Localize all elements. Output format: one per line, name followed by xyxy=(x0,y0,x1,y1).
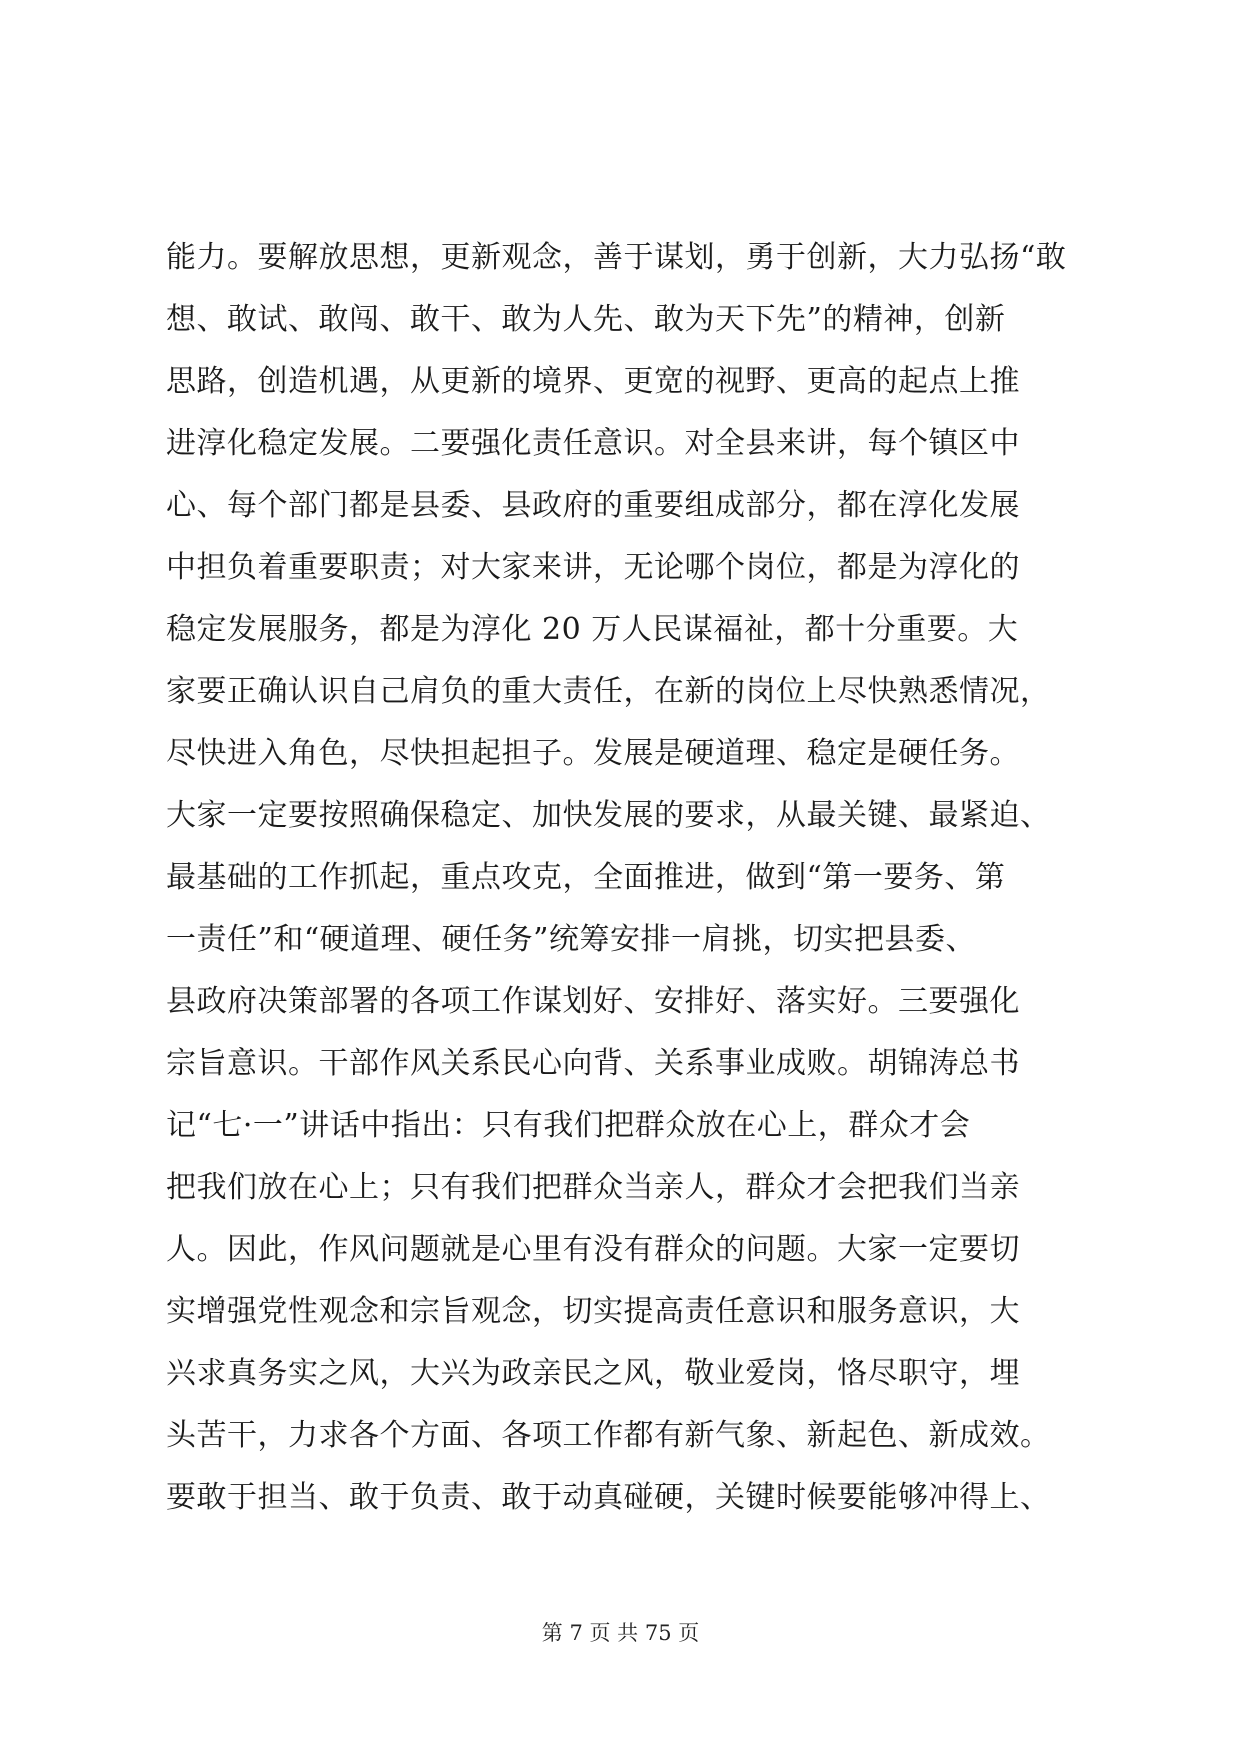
text-line: 中担负着重要职责；对大家来讲，无论哪个岗位，都是为淳化的 xyxy=(166,550,1020,585)
text-line: 一责任”和“硬道理、硬任务”统筹安排一肩挑，切实把县委、 xyxy=(166,922,977,957)
text-line: 人。因此，作风问题就是心里有没有群众的问题。大家一定要切 xyxy=(166,1232,1020,1267)
text-line: 进淳化稳定发展。二要强化责任意识。对全县来讲，每个镇区中 xyxy=(166,426,1020,461)
page-number-footer: 第 7 页 共 75 页 xyxy=(541,1621,700,1645)
text-line: 稳定发展服务，都是为淳化 20 万人民谋福祉，都十分重要。大 xyxy=(166,612,1019,647)
text-line: 心、每个部门都是县委、县政府的重要组成部分，都在淳化发展 xyxy=(166,488,1020,523)
text-line: 大家一定要按照确保稳定、加快发展的要求，从最关键、最紧迫、 xyxy=(166,798,1051,833)
text-line: 实增强党性观念和宗旨观念，切实提高责任意识和服务意识，大 xyxy=(166,1294,1020,1329)
text-line: 家要正确认识自己肩负的重大责任，在新的岗位上尽快熟悉情况， xyxy=(166,674,1051,709)
text-line: 宗旨意识。干部作风关系民心向背、关系事业成败。胡锦涛总书 xyxy=(166,1046,1020,1081)
text-line: 头苦干，力求各个方面、各项工作都有新气象、新起色、新成效。 xyxy=(166,1418,1051,1453)
text-line: 把我们放在心上；只有我们把群众当亲人，群众才会把我们当亲 xyxy=(166,1170,1020,1205)
body-text xyxy=(166,227,1086,1529)
text-line: 能力。要解放思想，更新观念，善于谋划，勇于创新，大力弘扬“敢 xyxy=(166,240,1067,275)
text-line: 记“七·一”讲话中指出：只有我们把群众放在心上，群众才会 xyxy=(166,1108,971,1143)
text-line: 兴求真务实之风，大兴为政亲民之风，敬业爱岗，恪尽职守，埋 xyxy=(166,1356,1020,1391)
text-line: 最基础的工作抓起，重点攻克，全面推进，做到“第一要务、第 xyxy=(166,860,1006,895)
text-line: 要敢于担当、敢于负责、敢于动真碰硬，关键时候要能够冲得上、 xyxy=(166,1480,1051,1515)
text-line: 县政府决策部署的各项工作谋划好、安排好、落实好。三要强化 xyxy=(166,984,1020,1019)
text-line: 尽快进入角色，尽快担起担子。发展是硬道理、稳定是硬任务。 xyxy=(166,736,1020,771)
text-line: 想、敢试、敢闯、敢干、敢为人先、敢为天下先”的精神，创新 xyxy=(166,302,1006,337)
text-line: 思路，创造机遇，从更新的境界、更宽的视野、更高的起点上推 xyxy=(166,364,1020,399)
